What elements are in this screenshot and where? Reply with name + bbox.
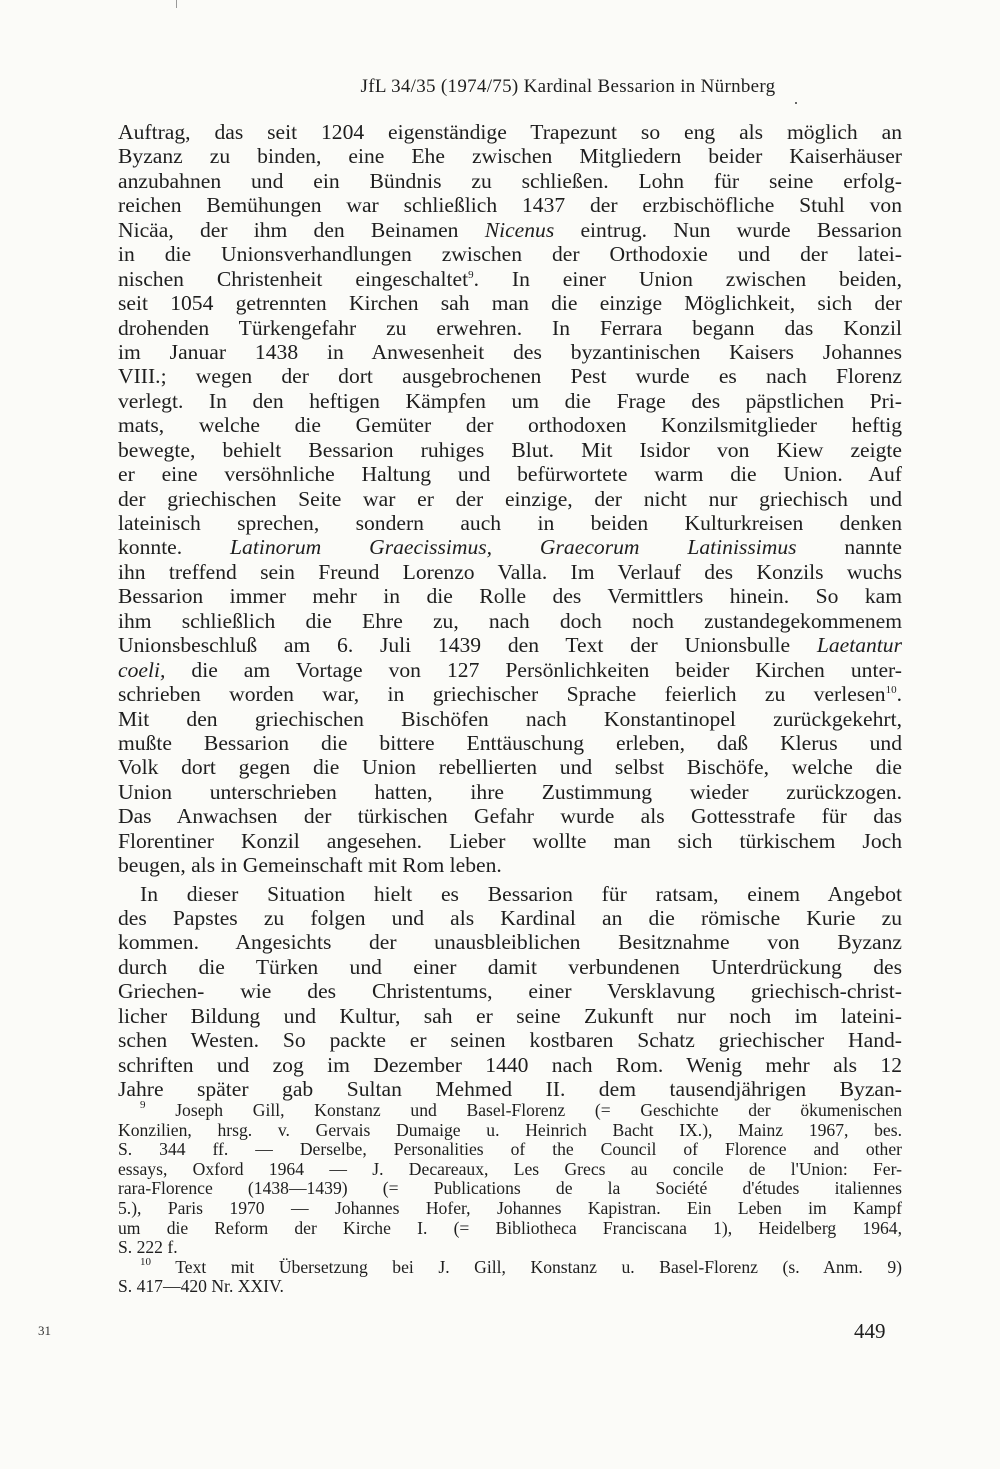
text-line: Mit den griechischen Bischöfen nach Konstantinopel zurückgekehrt, — [118, 706, 902, 731]
text-line: Volk dort gegen die Union rebellierten und selbst Bischöfe, welche die — [118, 755, 902, 780]
text-line: Union unterschrieben hatten, ihre Zustimmung wieder zurückzogen. — [118, 779, 902, 804]
footnote-line: rara-Florence (1438—1439) (= Publications de la Société d'études italiennes — [118, 1178, 902, 1199]
italic-quote: Latinorum Graecissimus, Graecorum Latinissimus — [230, 535, 797, 560]
paragraph-line: licher Bildung und Kultur, sah er seine Zukunft nur noch im lateini- — [118, 1003, 902, 1028]
running-header — [0, 76, 1000, 98]
paragraph-line: schriften und zog im Dezember 1440 nach Rom. Wenig mehr als 12 — [118, 1052, 902, 1077]
paragraph-line: schen Westen. So packte er seinen kostbaren Schatz griechischer Hand- — [118, 1028, 902, 1053]
text-line: der griechischen Seite war er der einzige, der nicht nur griechisch und — [118, 486, 902, 511]
footnote-line: um die Reform der Kirche I. (= Bibliotheca Franciscana 1), Heidelberg 1964, — [118, 1217, 902, 1238]
text-line: lateinisch sprechen, sondern auch in beiden Kulturkreisen denken — [118, 511, 902, 535]
text-line: anzubahnen und ein Bündnis zu schließen. Lohn für seine erfolg- — [118, 168, 902, 193]
text-line: mußte Bessarion die bittere Enttäuschung erleben, daß Klerus und — [118, 730, 902, 755]
text-line: schrieben worden war, in griechischer Sprache feierlich zu verlesen$^{10}$. — [118, 682, 902, 707]
italic-title: Laetantur — [816, 633, 902, 658]
footnote-number: 10 — [140, 1255, 151, 1268]
text-line: Auftrag, das seit 1204 eigenständige Trapezunt so eng als möglich an — [118, 120, 902, 144]
footnote-line: Konzilien, hrsg. v. Gervais Dumaige u. Heinrich Bacht IX.), Mainz 1967, bes. — [118, 1119, 902, 1140]
paragraph-line: Griechen- wie des Christentums, einer Versklavung griechisch-christ- — [118, 979, 902, 1004]
footnote-line: essays, Oxford 1964 — J. Decareaux, Les Grecs au concile de l'Union: Fer- — [118, 1158, 902, 1179]
text-line: ihm schließlich die Ehre zu, nach doch noch zustandegekommenem — [118, 608, 902, 633]
paragraph-line: kommen. Angesichts der unausbleiblichen Besitznahme von Byzanz — [118, 930, 902, 955]
text-line: mats, welche die Gemüter der orthodoxen Konzilsmitglieder heftig — [118, 413, 902, 438]
paragraph-line: In dieser Situation hielt es Bessarion für ratsam, einem Angebot — [140, 881, 902, 906]
text-line: beugen, als in Gemeinschaft mit Rom leben. — [118, 853, 502, 878]
paragraph-line: des Papstes zu folgen und als Kardinal an die römische Kurie zu — [118, 906, 902, 930]
main-text — [118, 120, 902, 1102]
page-number: 449 — [854, 1319, 886, 1343]
paragraph-line: Jahre später gab Sultan Mehmed II. dem tausendjährigen Byzan- — [118, 1077, 902, 1102]
footnote-line: S. 417—420 Nr. XXIV. — [118, 1276, 284, 1297]
footnote-line: 5.), Paris 1970 — Johannes Hofer, Johannes Kapistran. Ein Leben im Kampf — [118, 1197, 902, 1218]
text-line: bewegte, behielt Bessarion ruhiges Blut. Mit Isidor von Kiew zeigte — [118, 437, 902, 462]
text-line: nischen Christenheit eingeschaltet$^9$. In einer Union zwischen beiden, — [118, 266, 902, 291]
footnote-ref-10[interactable]: 10 — [885, 684, 897, 697]
text-line: er eine versöhnliche Haltung und befürwortete warm die Union. Auf — [118, 462, 902, 487]
text-line: Nicäa, der ihm den Beinamen Nicenus eintrug. Nun wurde Bessarion — [118, 217, 902, 242]
scan-dot — [795, 102, 797, 104]
text-line: in die Unionsverhandlungen zwischen der Orthodoxie und der latei- — [118, 242, 902, 267]
scan-mark — [176, 0, 177, 8]
footnote-number: 9 — [140, 1099, 146, 1111]
text-line: im Januar 1438 in Anwesenheit des byzantinischen Kaisers Johannes — [118, 339, 902, 364]
footnote-ref-9[interactable]: 9 — [468, 268, 474, 281]
footnote-9: $^9$ Joseph Gill, Konstanz und Basel-Florenz (= Geschichte der ökumenischen — [140, 1099, 902, 1120]
text-line: konnte. Latinorum Graecissimus, Graecorum Latinissimus nannte — [118, 535, 902, 560]
italic-term: Nicenus — [484, 217, 555, 242]
footnote-line: S. 222 f. — [118, 1237, 178, 1258]
text-line: verlegt. In den heftigen Kämpfen um die Frage des päpstlichen Pri- — [118, 388, 902, 413]
text-line: coeli, die am Vortage von 127 Persönlichkeiten beider Kirchen unter- — [118, 657, 902, 682]
running-title: JfL 34/35 (1974/75) Kardinal Bessarion in Nürnberg — [360, 76, 776, 97]
printer-signature: 31 — [38, 1323, 51, 1338]
text-line: drohenden Türkengefahr zu erwehren. In Ferrara begann das Konzil — [118, 315, 902, 340]
text-line: Das Anwachsen der türkischen Gefahr wurde als Gottesstrafe für das — [118, 804, 902, 829]
footnotes — [118, 1101, 902, 1297]
text-line: Byzanz zu binden, eine Ehe zwischen Mitgliedern beider Kaiserhäuser — [118, 144, 902, 169]
text-line: VIII.; wegen der dort ausgebrochenen Pest wurde es nach Florenz — [118, 364, 902, 389]
italic-title: coeli, — [118, 657, 166, 682]
text-line: seit 1054 getrennten Kirchen sah man die einzige Möglichkeit, sich der — [118, 291, 902, 316]
footnote-10: $^{10}$ Text mit Übersetzung bei J. Gill, Konstanz u. Basel-Florenz (s. Anm. 9) — [140, 1255, 902, 1277]
text-line: Bessarion immer mehr in die Rolle des Vermittlers hinein. So kam — [118, 584, 902, 609]
footnote-line: S. 344 ff. — Derselbe, Personalities of the Council of Florence and other — [118, 1139, 902, 1160]
text-line: Florentiner Konzil angesehen. Lieber wollte man sich türkischem Joch — [118, 828, 902, 853]
text-line: reichen Bemühungen war schließlich 1437 der erzbischöfliche Stuhl von — [118, 193, 902, 218]
text-line: Unionsbeschluß am 6. Juli 1439 den Text der Unionsbulle Laetantur — [118, 633, 902, 658]
paragraph-line: durch die Türken und einer damit verbundenen Unterdrückung des — [118, 954, 902, 979]
text-line: ihn treffend sein Freund Lorenzo Valla. Im Verlauf des Konzils wuchs — [118, 559, 902, 584]
